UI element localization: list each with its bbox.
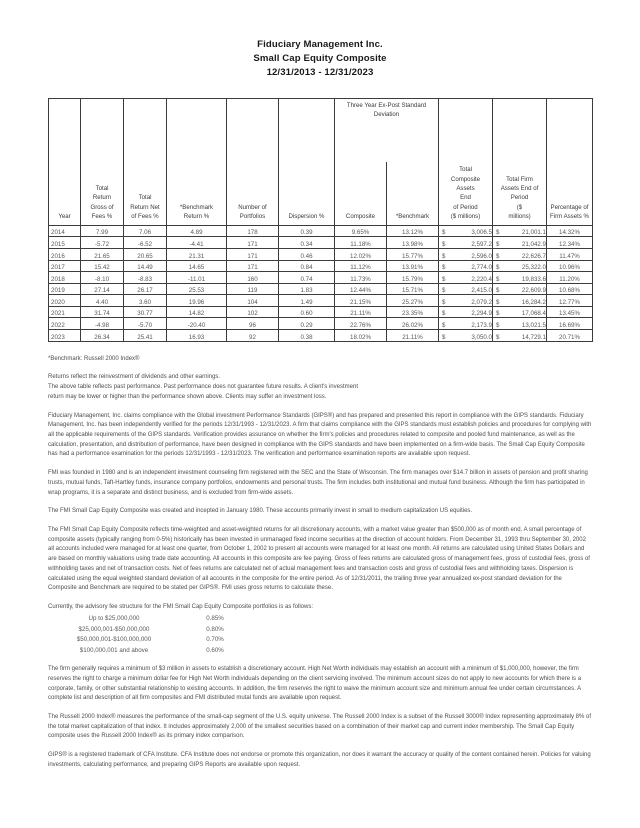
fee-tier-rate: 0.80%	[206, 625, 224, 633]
fee-schedule-table	[48, 614, 250, 656]
benchmark-note: *Benchmark: Russell 2000 Index®	[48, 355, 140, 362]
paragraph-account-minimums: The firm generally requires a minimum of $3 million in assets to establish a discretionary account. High Net Worth individuals may establish an account with a minimum of $1,000,000, however, the firm reserves the right to charge a minimum dollar fee for High Net Worth individuals depending on the client servicing involved. The minimum account sizes do not apply to new accounts for which there is a corporate, family, or other substantial relationship to existing accounts. In addition, the firm reserves the right to waive the minimum account size and minimum annual fee under certain circumstances. A complete list and description of all firm composites and FMI distributed mutal funds are available upon request.	[48, 666, 582, 702]
hdr-line: of Period	[453, 203, 478, 211]
performance-table-body	[49, 225, 593, 341]
cell-year: 2015	[49, 237, 81, 249]
cell-number-of-portfolios: 96	[227, 318, 279, 330]
fee-schedule-body	[48, 614, 250, 656]
cell-total-return-net: -5.70	[124, 318, 167, 330]
cell-sd-benchmark: 13.12%	[387, 225, 439, 237]
cell-dispersion: 1.49	[279, 295, 335, 307]
table-row	[49, 248, 593, 260]
currency-symbol: $	[496, 298, 500, 306]
returns-note	[48, 373, 592, 402]
cell-total-return-gross: -5.72	[81, 237, 124, 249]
col-group-header-three-year-std-dev	[335, 98, 439, 162]
cell-percentage-firm-assets: 20.71%	[547, 330, 593, 342]
cell-composite-assets: $ 2,220.4	[439, 272, 493, 284]
table-header-row-group	[49, 98, 593, 162]
hdr-line: Return	[92, 194, 112, 202]
cell-firm-assets: $ 22,609.9	[493, 283, 547, 295]
returns-note-line-1: Returns reflect the reinvestment of dividends and other earnings.	[48, 374, 221, 381]
cell-percentage-firm-assets: 12.77%	[547, 295, 593, 307]
cell-sd-composite: 11.18%	[335, 237, 387, 249]
currency-symbol: $	[442, 240, 446, 248]
fee-tier-rate: 0.60%	[206, 646, 224, 654]
cell-year: 2020	[49, 295, 81, 307]
cell-composite-assets: $ 2,173.9	[439, 318, 493, 330]
hdr-line: Return %	[183, 213, 210, 221]
fee-tier-label: $25,000,001-$50,000,000	[78, 625, 150, 633]
cell-total-return-net: 20.65	[124, 248, 167, 260]
cell-firm-assets: $ 14,729.1	[493, 330, 547, 342]
cell-sd-benchmark: 13.98%	[387, 237, 439, 249]
cell-year: 2019	[49, 283, 81, 295]
hdr-line: Gross of	[90, 203, 114, 211]
hdr-line: ($ millions)	[450, 213, 481, 221]
cell-total-return-gross: 26.34	[81, 330, 124, 342]
cell-total-return-net: 30.77	[124, 306, 167, 318]
fee-tier-rate: 0.70%	[206, 636, 224, 644]
cell-composite-assets: $ 3,050.0	[439, 330, 493, 342]
cell-percentage-firm-assets: 10.68%	[547, 283, 593, 295]
col-header-year: Year	[49, 98, 81, 225]
hdr-line: of Fees %	[131, 213, 159, 221]
cell-benchmark-return: 19.96	[167, 295, 227, 307]
currency-symbol: $	[442, 229, 446, 237]
cell-dispersion: 0.34	[279, 237, 335, 249]
cell-sd-benchmark: 25.27%	[387, 295, 439, 307]
performance-table	[48, 98, 593, 342]
cell-sd-composite: 18.02%	[335, 330, 387, 342]
cell-total-return-net: -8.83	[124, 272, 167, 284]
cell-sd-benchmark: 26.02%	[387, 318, 439, 330]
cell-year: 2017	[49, 260, 81, 272]
cell-dispersion: 0.38	[279, 330, 335, 342]
fee-schedule-row	[48, 624, 250, 635]
cell-total-return-gross: 15.42	[81, 260, 124, 272]
cell-sd-benchmark: 15.71%	[387, 283, 439, 295]
cell-percentage-firm-assets: 16.69%	[547, 318, 593, 330]
cell-sd-composite: 21.11%	[335, 306, 387, 318]
cell-sd-benchmark: 21.11%	[387, 330, 439, 342]
cell-benchmark-return: 21.31	[167, 248, 227, 260]
hdr-line: Deviation	[373, 111, 400, 119]
cell-firm-assets: $ 25,322.0	[493, 260, 547, 272]
paragraph-composite-inception: The FMI Small Cap Equity Composite was created and incepted in January 1980. These accounts primarily invest in small to medium capitalization US equities.	[48, 508, 473, 515]
cell-benchmark-return: -20.40	[167, 318, 227, 330]
paragraph-russell-index: The Russell 2000 Index® measures the performance of the small-cap segment of the U.S. equity universe. The Russell 2000 Index is a subset of the Russell 3000® Index representing approximately 8% of the total market capitalization of that index. It includes approximately 2,000 of the smallest securities based on a combination of their market cap and current index membership. The Small Cap Equity composite uses the Russell 2000 Index® as its primary index comparison.	[48, 714, 592, 740]
cell-number-of-portfolios: 171	[227, 260, 279, 272]
cell-sd-composite: 12.02%	[335, 248, 387, 260]
fee-schedule-row	[48, 635, 250, 646]
cell-firm-assets: $ 21,042.9	[493, 237, 547, 249]
col-header-total-return-gross	[81, 98, 124, 225]
page-title-line-2: Small Cap Equity Composite	[253, 52, 387, 64]
cell-benchmark-return: 14.82	[167, 306, 227, 318]
currency-symbol: $	[442, 298, 446, 306]
cell-sd-composite: 11.73%	[335, 272, 387, 284]
cell-composite-assets: $ 2,294.9	[439, 306, 493, 318]
table-row	[49, 318, 593, 330]
currency-symbol: $	[442, 322, 446, 330]
currency-symbol: $	[496, 264, 500, 272]
col-header-total-firm-assets	[493, 98, 547, 225]
hdr-line: Total	[459, 166, 472, 174]
cell-benchmark-return: 16.93	[167, 330, 227, 342]
cell-total-return-gross: 27.14	[81, 283, 124, 295]
hdr-line: Composite	[450, 175, 481, 183]
currency-symbol: $	[442, 275, 446, 283]
currency-symbol: $	[442, 252, 446, 260]
cell-total-return-net: 26.17	[124, 283, 167, 295]
cell-sd-composite: 9.65%	[335, 225, 387, 237]
currency-symbol: $	[496, 333, 500, 341]
fee-schedule-intro: Currently, the advisory fee structure for the FMI Small Cap Equity Composite portfolios is as follows:	[48, 604, 313, 611]
page-title-line-3: 12/31/2013 - 12/31/2023	[266, 66, 374, 78]
cell-percentage-firm-assets: 10.96%	[547, 260, 593, 272]
currency-symbol: $	[496, 252, 500, 260]
cell-number-of-portfolios: 160	[227, 272, 279, 284]
table-row	[49, 237, 593, 249]
cell-total-return-gross: -8.10	[81, 272, 124, 284]
table-row	[49, 330, 593, 342]
cell-percentage-firm-assets: 11.20%	[547, 272, 593, 284]
cell-firm-assets: $ 19,833.6	[493, 272, 547, 284]
currency-symbol: $	[496, 240, 500, 248]
col-header-benchmark-return	[167, 98, 227, 225]
cell-year: 2018	[49, 272, 81, 284]
table-row	[49, 260, 593, 272]
fee-tier-label: $100,000,001 and above	[79, 646, 149, 654]
page-title-line-1: Fiduciary Management Inc.	[257, 39, 383, 50]
cell-percentage-firm-assets: 11.47%	[547, 248, 593, 260]
hdr-line: Portfolios	[239, 213, 266, 221]
fee-schedule-row	[48, 614, 250, 625]
returns-note-line-3: return may be lower or higher than the performance shown above. Clients may suffer an investment loss.	[48, 393, 327, 400]
returns-note-line-2: The above table reflects past performance. Past performance does not guarantee future results. A client's investment	[48, 384, 358, 391]
hdr-line: ($	[516, 203, 523, 211]
cell-number-of-portfolios: 119	[227, 283, 279, 295]
cell-composite-assets: $ 3,006.5	[439, 225, 493, 237]
cell-dispersion: 0.60	[279, 306, 335, 318]
table-row	[49, 283, 593, 295]
table-row	[49, 306, 593, 318]
cell-number-of-portfolios: 92	[227, 330, 279, 342]
cell-dispersion: 0.74	[279, 272, 335, 284]
cell-number-of-portfolios: 171	[227, 248, 279, 260]
cell-benchmark-return: -4.41	[167, 237, 227, 249]
fee-tier-label: $50,000,001-$100,000,000	[76, 636, 152, 644]
paragraph-composite-detail: The FMI Small Cap Equity Composite reflects time-weighted and asset-weighted returns for all discretionary accounts, with a market value greater than $500,000 as of month end. A small percentage of composite assets (typically ranging from 0-5%) historically has been invested in unmanaged fixed income securities at the direction of account holders. From December 31, 1993 thru September 30, 2002 all accounts included were managed for at least one quarter, from October 1, 2002 to present all accounts were managed for at least one month. All returns are calculated using United States Dollars and are based on monthly valuations using trade date accounting. All accounts in this composite are fee paying. Gross of fees returns are calculated gross of management fees, gross of custodial fees, gross of withholding taxes and net of transaction costs. Net of fees returns are calculated net of actual management fees and transaction costs and gross of custodial fees and withholding taxes. Dispersion is calculated using the equal weighted standard deviation of all accounts in the composite for the entire period. As of 12/31/2011, the trailing three year annualized ex-post standard deviation for the Composite and Benchmark are required to be stated per GIPS®. FMI uses gross returns to calculate these.	[48, 527, 590, 592]
hdr-line: Percentage of	[550, 203, 589, 211]
cell-dispersion: 1.83	[279, 283, 335, 295]
cell-composite-assets: $ 2,596.0	[439, 248, 493, 260]
currency-symbol: $	[442, 333, 446, 341]
cell-number-of-portfolios: 178	[227, 225, 279, 237]
cell-year: 2021	[49, 306, 81, 318]
cell-sd-benchmark: 23.35%	[387, 306, 439, 318]
cell-total-return-net: 25.41	[124, 330, 167, 342]
col-header-sd-composite: Composite	[335, 162, 387, 226]
cell-sd-benchmark: 13.91%	[387, 260, 439, 272]
currency-symbol: $	[442, 287, 446, 295]
cell-benchmark-return: -11.01	[167, 272, 227, 284]
cell-dispersion: 0.39	[279, 225, 335, 237]
col-header-total-return-net	[124, 98, 167, 225]
hdr-line: millions)	[508, 213, 531, 221]
col-header-percentage-firm-assets	[547, 98, 593, 225]
hdr-line: Assets End of	[500, 184, 539, 192]
currency-symbol: $	[442, 264, 446, 272]
cell-sd-composite: 21.15%	[335, 295, 387, 307]
cell-percentage-firm-assets: 12.34%	[547, 237, 593, 249]
cell-dispersion: 0.46	[279, 248, 335, 260]
performance-table-wrapper	[48, 98, 592, 342]
fee-tier-rate: 0.85%	[206, 615, 224, 623]
currency-symbol: $	[442, 310, 446, 318]
hdr-line: Firm Assets %	[550, 213, 589, 221]
hdr-line: Return Net	[130, 203, 160, 211]
col-header-number-of-portfolios	[227, 98, 279, 225]
cell-sd-benchmark: 15.77%	[387, 248, 439, 260]
cell-dispersion: 0.29	[279, 318, 335, 330]
hdr-line: Fees %	[91, 213, 113, 221]
cell-number-of-portfolios: 171	[227, 237, 279, 249]
table-row	[49, 295, 593, 307]
fee-schedule-row	[48, 646, 250, 657]
cell-dispersion: 0.84	[279, 260, 335, 272]
cell-total-return-gross: -4.98	[81, 318, 124, 330]
cell-year: 2016	[49, 248, 81, 260]
cell-sd-benchmark: 15.79%	[387, 272, 439, 284]
currency-symbol: $	[496, 229, 500, 237]
cell-composite-assets: $ 2,415.0	[439, 283, 493, 295]
cell-year: 2023	[49, 330, 81, 342]
cell-sd-composite: 12.44%	[335, 283, 387, 295]
cell-benchmark-return: 14.65	[167, 260, 227, 272]
cell-year: 2022	[49, 318, 81, 330]
hdr-line: Total	[95, 184, 109, 192]
cell-total-return-net: 3.60	[124, 295, 167, 307]
cell-total-return-net: 14.49	[124, 260, 167, 272]
cell-firm-assets: $ 21,001.1	[493, 225, 547, 237]
hdr-line: End	[460, 194, 471, 202]
cell-benchmark-return: 4.89	[167, 225, 227, 237]
col-header-total-composite-assets	[439, 98, 493, 225]
cell-total-return-gross: 31.74	[81, 306, 124, 318]
col-header-dispersion: Dispersion %	[279, 98, 335, 225]
cell-benchmark-return: 25.53	[167, 283, 227, 295]
cell-firm-assets: $ 13,021.5	[493, 318, 547, 330]
hdr-line: Period	[510, 194, 529, 202]
fee-tier-label: Up to $25,000,000	[88, 615, 140, 623]
table-row	[49, 225, 593, 237]
col-header-sd-benchmark: *Benchmark	[387, 162, 439, 226]
cell-firm-assets: $ 16,284.2	[493, 295, 547, 307]
cell-percentage-firm-assets: 14.32%	[547, 225, 593, 237]
cell-year: 2014	[49, 225, 81, 237]
cell-total-return-gross: 4.40	[81, 295, 124, 307]
cell-total-return-net: -6.52	[124, 237, 167, 249]
hdr-line: Total	[138, 194, 152, 202]
performance-table-head	[49, 98, 593, 225]
paragraph-gips-compliance: Fiduciary Management, Inc. claims compliance with the Global investment Performance Standards (GIPS®) and has prepared and presented this report in compliance with the GIPS standards. Fiduciary Management, Inc. has been independently verified for the periods 12/31/1993 - 12/31/2023. A firm that claims compliance with the GIPS standards must establish policies and procedures for complying with all the applicable requirements of the GIPS standards. Verification provides assurance on whether the firm's policies and procedures related to composite and pooled fund maintenance, as well as the calculation, presentation, and distribution of performance, have been designed in compliance with the GIPS standards and have been implemented on a firm-wide basis. The Small Cap Equity Composite has had a performance examination for the periods 12/31/1993 - 12/31/2023. The verification and performance examination reports are available upon request.	[48, 412, 592, 458]
cell-total-return-gross: 21.65	[81, 248, 124, 260]
currency-symbol: $	[496, 287, 500, 295]
cell-number-of-portfolios: 102	[227, 306, 279, 318]
hdr-line: Number of	[238, 203, 267, 211]
hdr-line: Assets	[456, 184, 475, 192]
document-title-block	[0, 0, 640, 80]
table-row	[49, 272, 593, 284]
cell-composite-assets: $ 2,597.2	[439, 237, 493, 249]
cell-number-of-portfolios: 104	[227, 295, 279, 307]
cell-percentage-firm-assets: 13.45%	[547, 306, 593, 318]
cell-firm-assets: $ 22,626.7	[493, 248, 547, 260]
cell-composite-assets: $ 2,774.0	[439, 260, 493, 272]
document-body	[48, 355, 592, 771]
currency-symbol: $	[496, 310, 500, 318]
cell-sd-composite: 22.76%	[335, 318, 387, 330]
cell-total-return-gross: 7.99	[81, 225, 124, 237]
hdr-line: Total Firm	[506, 175, 533, 183]
cell-firm-assets: $ 17,068.4	[493, 306, 547, 318]
currency-symbol: $	[496, 275, 500, 283]
paragraph-firm-background: FMI was founded in 1980 and is an independent investment counseling firm registered with the SEC and the State of Wisconsin. The firm manages over $14.7 billion in assets of pension and profit sharing trusts, mutual funds, Taft-Hartley funds, insurance company portfolios, endowments and personal trusts. The firm includes both institutional and mutual fund business. Although the firm has participated in wrap programs, it is a separate and distinct business, and is excluded from firm-wide assets.	[48, 470, 588, 496]
hdr-line: *Benchmark	[179, 203, 214, 211]
hdr-line: Three Year Ex-Post Standard	[346, 101, 427, 109]
cell-composite-assets: $ 2,079.2	[439, 295, 493, 307]
cell-total-return-net: 7.06	[124, 225, 167, 237]
paragraph-gips-trademark: GIPS® is a registered trademark of CFA Institute. CFA Institute does not endorse or promote this organization, nor does it warrant the accuracy or quality of the content contained herein. Policies for valuing investments, calculating performance, and preparing GIPS Reports are available upon request.	[48, 752, 591, 768]
currency-symbol: $	[496, 322, 500, 330]
cell-sd-composite: 11.12%	[335, 260, 387, 272]
